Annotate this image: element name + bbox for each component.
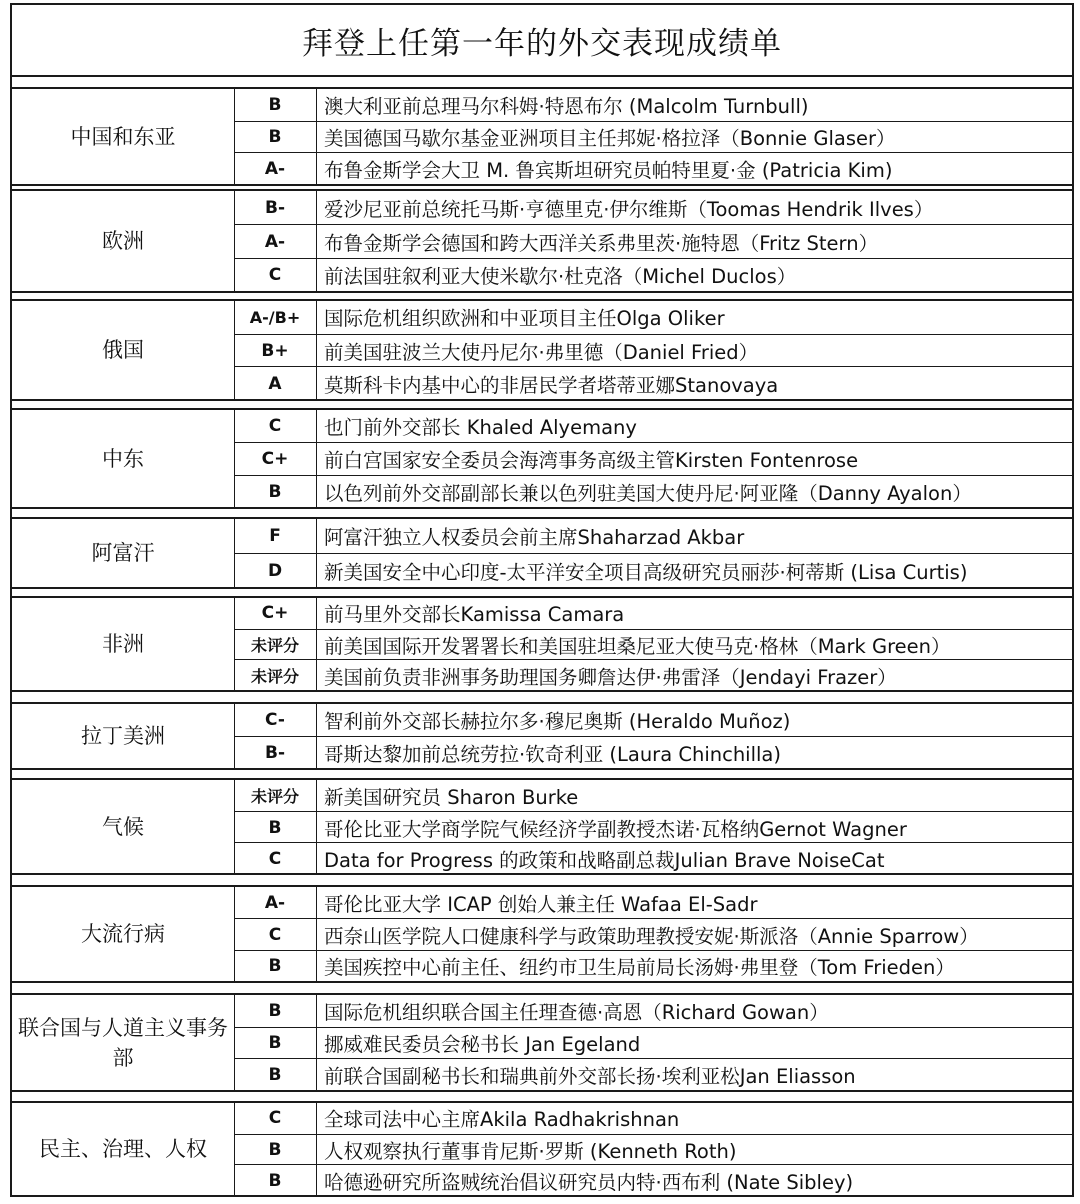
expert-cell: 以色列前外交部副部长兼以色列驻美国大使丹尼·阿亚隆（Danny Ayalon） (324, 481, 972, 505)
region-label: 气候 (102, 814, 144, 839)
grade-cell: B (268, 817, 282, 838)
grade-cell: B (268, 481, 282, 502)
grade-cell: C+ (261, 603, 289, 624)
expert-cell: 美国德国马歇尔基金亚洲项目主任邦妮·格拉泽（Bonnie Glaser） (324, 127, 896, 151)
expert-cell: 前法国驻叙利亚大使米歇尔·杜克洛（Michel Duclos） (324, 265, 797, 289)
section-block (12, 87, 1072, 186)
table-row (234, 152, 1072, 185)
table-row (234, 995, 1072, 1027)
grade-cell: D (267, 561, 283, 581)
region-label: 联合国与人道主义事务部 (18, 1015, 228, 1070)
expert-cell: 澳大利亚前总理马尔科姆·特恩布尔 (Malcolm Turnbull) (324, 94, 809, 118)
grade-cell: C (268, 1108, 282, 1129)
table-row (234, 553, 1072, 588)
title-divider (12, 75, 1072, 77)
section-block (12, 299, 1072, 401)
expert-cell: 阿富汗独立人权委员会前主席Shaharzad Akbar (324, 526, 745, 549)
region-label: 俄国 (102, 338, 144, 362)
grade-cell: B- (264, 743, 285, 763)
expert-cell: 哈德逊研究所盗贼统治倡议研究员内特·西布利 (Nate Sibley) (324, 1170, 854, 1194)
section-block (12, 596, 1072, 692)
section-block (12, 885, 1072, 983)
expert-cell: 布鲁金斯学会德国和跨大西洋关系弗里茨·施特恩（Fritz Stern） (324, 231, 879, 255)
grade-cell: B (268, 1170, 282, 1191)
expert-cell: 前美国国际开发署署长和美国驻坦桑尼亚大使马克·格林（Mark Green） (324, 634, 951, 658)
expert-cell: 爱沙尼亚前总统托马斯·亨德里克·伊尔维斯（Toomas Hendrik Ilves） (324, 197, 934, 221)
table-row (234, 1164, 1072, 1196)
section-block (12, 778, 1072, 875)
table-row (234, 191, 1072, 224)
table-row (234, 475, 1072, 508)
expert-cell: 哥伦比亚大学商学院气候经济学副教授杰诺·瓦格纳Gernot Wagner (324, 817, 907, 841)
grade-cell: F (269, 526, 281, 546)
grade-cell: C+ (261, 449, 289, 470)
table-row (234, 410, 1072, 442)
region-label: 大流行病 (81, 922, 165, 946)
table-row (234, 842, 1072, 874)
grade-cell: B (268, 1000, 282, 1021)
scorecard-table (10, 3, 1074, 1197)
table-row (234, 1058, 1072, 1091)
table-row (234, 736, 1072, 769)
section-block (12, 408, 1072, 509)
expert-cell: 哥斯达黎加前总统劳拉·钦奇利亚 (Laura Chinchilla) (324, 743, 781, 766)
section-block (12, 189, 1072, 293)
expert-cell: 新美国研究员 Sharon Burke (324, 785, 579, 809)
expert-cell: Data for Progress 的政策和战略副总裁Julian Brave NoiseCat (324, 848, 885, 872)
grade-cell: A (268, 373, 282, 394)
grade-cell: C (268, 265, 282, 286)
section-block (12, 517, 1072, 589)
table-row (234, 121, 1072, 154)
table-row (234, 442, 1072, 475)
table-row (234, 950, 1072, 982)
table-row (234, 1103, 1072, 1134)
table-row (234, 1134, 1072, 1166)
grade-cell: B (268, 1065, 282, 1086)
expert-cell: 前联合国副秘书长和瑞典前外交部长扬·埃利亚松Jan Eliasson (324, 1065, 856, 1089)
expert-cell: 国际危机组织欧洲和中亚项目主任Olga Oliker (324, 307, 725, 331)
expert-cell: 美国前负责非洲事务助理国务卿詹达伊·弗雷泽（Jendayi Frazer） (324, 665, 897, 689)
grade-cell: C (268, 416, 282, 437)
grade-cell: C (268, 848, 282, 869)
grade-cell: B (268, 1033, 282, 1054)
grade-cell: 未评分 (250, 787, 299, 806)
grade-cell: B (268, 94, 282, 115)
region-label: 民主、治理、人权 (39, 1137, 207, 1161)
expert-cell: 前马里外交部长Kamissa Camara (324, 603, 625, 627)
expert-cell: 西奈山医学院人口健康科学与政策助理教授安妮·斯派洛（Annie Sparrow） (324, 924, 979, 948)
table-row (234, 659, 1072, 691)
section-block (12, 1101, 1072, 1197)
section-block (12, 993, 1072, 1092)
grade-cell: 未评分 (250, 667, 299, 687)
table-row (234, 704, 1072, 736)
expert-cell: 哥伦比亚大学 ICAP 创始人兼主任 Wafaa El-Sadr (324, 892, 758, 916)
grade-cell: A- (264, 231, 286, 252)
table-row (234, 519, 1072, 553)
expert-cell: 挪威难民委员会秘书长 Jan Egeland (324, 1033, 641, 1057)
grade-cell: A-/B+ (249, 307, 301, 327)
region-label: 阿富汗 (91, 541, 155, 565)
expert-cell: 也门前外交部长 Khaled Alyemany (324, 416, 637, 440)
expert-cell: 布鲁金斯学会大卫 M. 鲁宾斯坦研究员帕特里夏·金 (Patricia Kim) (324, 159, 893, 183)
expert-cell: 人权观察执行董事肯尼斯·罗斯 (Kenneth Roth) (324, 1139, 737, 1163)
table-row (234, 918, 1072, 950)
region-label: 中东 (102, 446, 144, 471)
region-label: 欧洲 (102, 229, 144, 253)
grade-cell: B (268, 127, 282, 148)
table-row (234, 811, 1072, 843)
grade-cell: B (268, 956, 282, 977)
table-row (234, 780, 1072, 811)
region-label: 拉丁美洲 (81, 724, 165, 748)
table-row (234, 301, 1072, 334)
expert-cell: 全球司法中心主席Akila Radhakrishnan (324, 1108, 680, 1132)
grade-cell: B- (264, 197, 285, 218)
grade-cell: C (268, 924, 282, 945)
grade-cell: B (268, 1139, 282, 1160)
expert-cell: 美国疾控中心前主任、纽约市卫生局前局长汤姆·弗里登（Tom Frieden） (324, 956, 955, 980)
table-row (234, 598, 1072, 629)
expert-cell: 智利前外交部长赫拉尔多·穆尼奥斯 (Heraldo Muñoz) (324, 710, 791, 733)
grade-cell: B+ (261, 340, 289, 361)
table-row (234, 224, 1072, 258)
grade-cell: 未评分 (250, 636, 299, 656)
region-label: 中国和东亚 (70, 124, 176, 149)
table-title: 拜登上任第一年的外交表现成绩单 (302, 25, 782, 62)
grade-cell: A- (264, 159, 286, 180)
section-block (12, 702, 1072, 770)
grade-cell: C- (265, 710, 285, 730)
table-row (234, 334, 1072, 368)
expert-cell: 国际危机组织联合国主任理查德·高恩（Richard Gowan） (324, 1000, 829, 1024)
expert-cell: 新美国安全中心印度-太平洋安全项目高级研究员丽莎·柯蒂斯 (Lisa Curtis) (324, 561, 968, 584)
table-row (234, 366, 1072, 400)
table-row (234, 1027, 1072, 1060)
table-row (234, 887, 1072, 918)
expert-cell: 莫斯科卡内基中心的非居民学者塔蒂亚娜Stanovaya (324, 373, 779, 397)
grade-cell: A- (264, 892, 286, 913)
table-row (234, 629, 1072, 661)
table-row (234, 258, 1072, 292)
region-label: 非洲 (102, 632, 144, 656)
expert-cell: 前美国驻波兰大使丹尼尔·弗里德（Daniel Fried） (324, 340, 759, 364)
table-row (234, 89, 1072, 121)
expert-cell: 前白宫国家安全委员会海湾事务高级主管Kirsten Fontenrose (324, 449, 859, 473)
